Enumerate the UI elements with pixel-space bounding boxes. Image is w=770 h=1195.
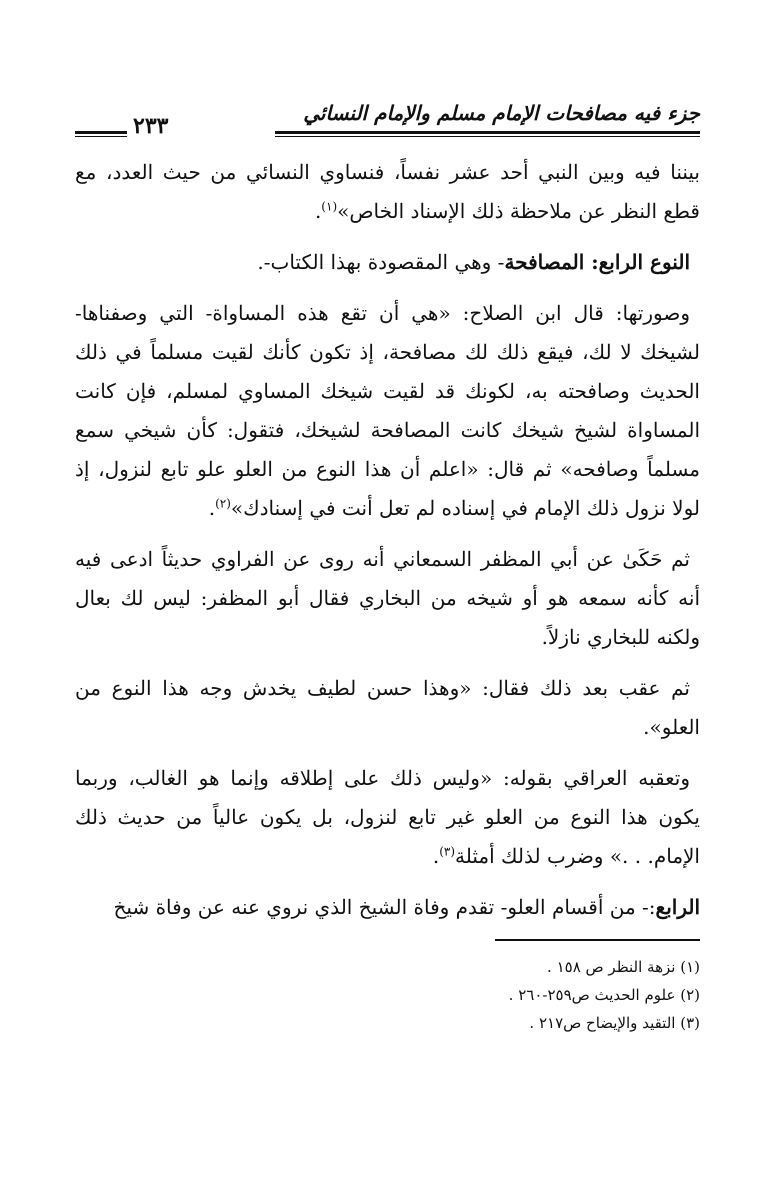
footnote-separator [495,939,700,941]
book-page [75,95,700,1037]
paragraph-2 [75,243,700,282]
paragraph-3-end: . [208,496,216,520]
paragraph-1-text: بيننا فيه وبين النبي أحد عشر نفساً، فنساوي النسائي من حيث العدد، مع قطع النظر عن ملاحظة ذلك الإسناد الخاص» [75,160,700,223]
footnote-1: (١) نزهة النظر ص ١٥٨ . [547,958,700,976]
paragraph-5: ثم عقب بعد ذلك فقال: «وهذا حسن لطيف يخدش وجه هذا النوع من العلو». [75,676,700,739]
header-rule [275,131,700,137]
footnote-3: (٣) التقيد والإيضاح ص٢١٧ . [529,1014,700,1032]
paragraph-7 [75,888,700,927]
paragraph-2-text: - وهي المقصودة بهذا الكتاب-. [257,250,505,274]
paragraph-1-end: . [314,199,322,223]
footnote-ref-3: (٣) [439,844,456,859]
paragraph-3 [75,294,700,528]
page-header [75,95,700,145]
section-heading-musafaha: النوع الرابع: المصافحة [504,250,690,274]
paragraph-1 [75,153,700,231]
paragraph-6 [75,759,700,876]
footnote-ref-1: (١) [321,199,338,214]
header-rule-left [75,131,127,137]
footnote-ref-2: (٢) [215,496,231,511]
page-number: ٢٣٣ [133,113,169,139]
paragraph-7-text: :- من أقسام العلو- تقدم وفاة الشيخ الذي نروي عنه عن وفاة شيخ [113,895,656,919]
paragraph-3-text: وصورتها: قال ابن الصلاح: «هي أن تقع هذه المساواة- التي وصفناها- لشيخك لا لك، فيقع ذلك لك مصافحة، إذ تكون كأنك لقيت مسلماً في ذلك الحديث وصافحته به، لكونك قد لقيت شيخك المساوي لمسلم، فإن كانت المساواة لشيخ شيخك كانت المصافحة لشيخك، فتقول: كأن شيخي سمع مسلماً وصافحه» ثم قال: «اعلم أن هذا النوع من العلو علو تابع لنزول، إذ لولا نزول ذلك الإمام في إسناده لم تعل أنت في إسنادك» [75,301,700,520]
paragraph-4: ثم حَكَىٰ عن أبي المظفر السمعاني أنه روى عن الفراوي حديثاً ادعى فيه أنه كأنه سمعه هو أو شيخه من البخاري فقال أبو المظفر: ليس لك بعال ولكنه للبخاري نازلاً. [75,547,700,649]
paragraph-6-text: وتعقبه العراقي بقوله: «وليس ذلك على إطلاقه وإنما هو الغالب، وربما يكون هذا النوع من العلو غير تابع لنزول، بل يكون عالياً من حديث ذلك الإمام. . .» وضرب لذلك أمثلة [75,766,700,868]
running-title: جزء فيه مصافحات الإمام مسلم والإمام النسائي [303,101,700,125]
body-text [75,153,700,927]
footnote-2: (٢) علوم الحديث ص٢٥٩-٢٦٠ . [508,986,700,1004]
footnotes [75,953,700,1037]
section-heading-rabi: الرابع [655,895,700,919]
paragraph-6-end: . [432,844,440,868]
